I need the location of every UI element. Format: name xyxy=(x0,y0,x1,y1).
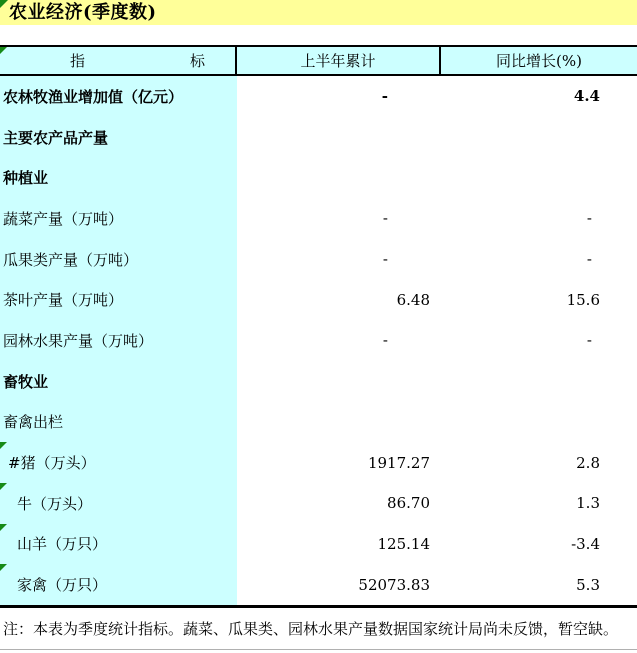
row-label: 蔬菜产量（万吨） xyxy=(3,209,124,228)
table-row xyxy=(0,442,637,483)
row-label: 牛（万头） xyxy=(17,494,93,513)
half-year-value: 52073.83 xyxy=(358,575,430,594)
row-label-cell xyxy=(0,361,237,402)
half-year-cell xyxy=(237,157,441,198)
half-year-value: - xyxy=(381,87,388,106)
table-row xyxy=(0,279,637,320)
yoy-value: 2.8 xyxy=(576,453,600,472)
yoy-value: - xyxy=(586,250,592,269)
yoy-cell xyxy=(441,402,637,443)
yoy-value: - xyxy=(586,209,592,228)
half-year-cell xyxy=(237,442,441,483)
row-label-cell xyxy=(0,402,237,443)
half-year-cell xyxy=(237,117,441,158)
table-row xyxy=(0,483,637,524)
yoy-cell xyxy=(441,524,637,565)
row-label: 园林水果产量（万吨） xyxy=(3,331,154,350)
row-label-cell xyxy=(0,524,237,565)
half-year-value: 86.70 xyxy=(387,494,430,513)
half-year-cell xyxy=(237,361,441,402)
row-label-cell xyxy=(0,157,237,198)
row-label: 农林牧渔业增加值（亿元） xyxy=(3,87,184,106)
row-label-cell xyxy=(0,279,237,320)
comment-marker-icon xyxy=(0,524,7,531)
comment-marker-icon xyxy=(0,564,7,571)
row-label: 瓜果类产量（万吨） xyxy=(3,250,139,269)
half-year-cell xyxy=(237,239,441,280)
row-label-cell xyxy=(0,76,237,117)
yoy-cell xyxy=(441,157,637,198)
table-row xyxy=(0,361,637,402)
page-bottom-rule xyxy=(0,649,637,650)
comment-marker-icon xyxy=(0,442,7,449)
yoy-value: 15.6 xyxy=(566,290,600,309)
half-year-cell xyxy=(237,402,441,443)
half-year-cell xyxy=(237,76,441,117)
row-label: 畜牧业 xyxy=(3,372,49,391)
header-half-year: 上半年累计 xyxy=(237,47,441,74)
half-year-value: 6.48 xyxy=(396,290,430,309)
header-yoy: 同比增长(%) xyxy=(496,52,582,70)
yoy-cell xyxy=(441,442,637,483)
yoy-cell xyxy=(441,320,637,361)
half-year-value: - xyxy=(382,209,388,228)
footnote: 注：本表为季度统计指标。蔬菜、瓜果类、园林水果产量数据国家统计局尚未反馈，暂空缺。 xyxy=(3,620,619,638)
table-bottom-border xyxy=(0,605,637,608)
yoy-value: 4.4 xyxy=(573,87,600,106)
half-year-cell xyxy=(237,564,441,605)
yoy-cell xyxy=(441,117,637,158)
row-label: #猪（万头） xyxy=(8,454,96,473)
yoy-cell xyxy=(441,239,637,280)
half-year-value: 125.14 xyxy=(377,534,430,553)
yoy-value: 5.3 xyxy=(576,575,600,594)
table-row xyxy=(0,157,637,198)
table-row xyxy=(0,239,637,280)
row-label-cell xyxy=(0,320,237,361)
yoy-value: -3.4 xyxy=(571,534,600,553)
row-label: 主要农产品产量 xyxy=(3,128,109,147)
table-row xyxy=(0,524,637,565)
row-label: 家禽（万只） xyxy=(17,576,108,595)
title-bar xyxy=(0,0,637,25)
yoy-cell xyxy=(441,198,637,239)
row-label-cell xyxy=(0,198,237,239)
half-year-cell xyxy=(237,483,441,524)
half-year-cell xyxy=(237,279,441,320)
table-row xyxy=(0,402,637,443)
row-label-cell xyxy=(0,483,237,524)
table-header-row xyxy=(0,45,637,76)
yoy-value: - xyxy=(586,331,592,350)
table-row xyxy=(0,117,637,158)
header-indicator: 指 标 xyxy=(0,47,237,74)
page-title: 农业经济(季度数) xyxy=(9,2,157,23)
half-year-value: - xyxy=(382,331,388,350)
comment-marker-icon xyxy=(0,47,7,54)
row-label-cell xyxy=(0,442,237,483)
half-year-cell xyxy=(237,198,441,239)
table-body xyxy=(0,76,637,605)
comment-marker-icon xyxy=(0,483,7,490)
yoy-cell xyxy=(441,564,637,605)
table-row xyxy=(0,564,637,605)
yoy-cell xyxy=(441,76,637,117)
yoy-cell xyxy=(441,361,637,402)
row-label: 畜禽出栏 xyxy=(3,413,64,432)
comment-marker-icon xyxy=(0,0,8,8)
table-row xyxy=(0,320,637,361)
row-label-cell xyxy=(0,564,237,605)
row-label: 山羊（万只） xyxy=(17,535,108,554)
row-label: 茶叶产量（万吨） xyxy=(3,291,124,310)
half-year-cell xyxy=(237,320,441,361)
half-year-value: - xyxy=(382,250,388,269)
row-label-cell xyxy=(0,239,237,280)
table-row xyxy=(0,198,637,239)
half-year-cell xyxy=(237,524,441,565)
row-label: 种植业 xyxy=(3,169,49,188)
yoy-cell xyxy=(441,483,637,524)
yoy-value: 1.3 xyxy=(576,494,600,513)
half-year-value: 1917.27 xyxy=(367,453,430,472)
row-label-cell xyxy=(0,117,237,158)
yoy-cell xyxy=(441,279,637,320)
table-row xyxy=(0,76,637,117)
